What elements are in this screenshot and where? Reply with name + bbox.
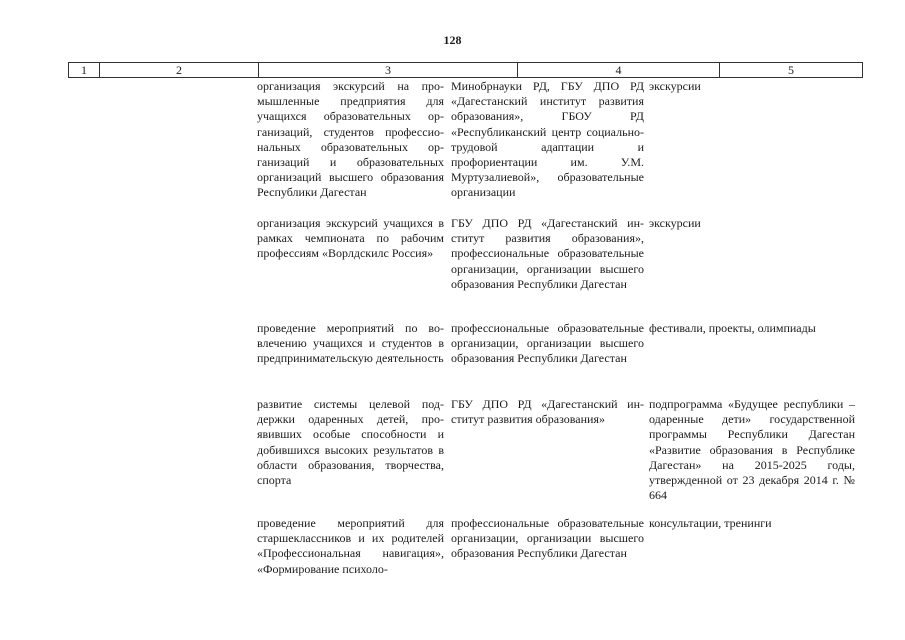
column-header-5: 5	[719, 63, 863, 77]
row-4-activity: развитие системы целевой поддержки одаренных детей, проявивших особые способности и добившихся высоких результатов в области образования, творчества, спорта	[257, 397, 444, 488]
column-header-3: 3	[258, 63, 517, 77]
row-3-activity: проведение мероприятий по вовлечению учащихся и студентов в предпринимательскую деятельность	[257, 321, 444, 366]
row-5-executors: профессиональные образовательные организации, организации высшего образования Республики Дагестан	[451, 516, 644, 561]
row-3-form: фестивали, проекты, олимпиады	[649, 321, 816, 335]
column-header-4: 4	[517, 63, 719, 77]
row-2-activity: организация экскурсий учащихся в рамках чемпионата по рабочим профессиям «Ворлдскилс Россия»	[257, 216, 444, 261]
row-4-executors: ГБУ ДПО РД «Дагестанский институт развития образования»	[451, 397, 644, 427]
row-5-activity: проведение мероприятий для старшеклассников и их родителей «Профессиональная навигация», «Формирование психоло-	[257, 516, 444, 576]
row-2-executors: ГБУ ДПО РД «Дагестанский институт развития образования», профессиональные образовательные организации, организации высшего образования Республики Дагестан	[451, 216, 644, 291]
page-number: 128	[443, 33, 462, 47]
row-1-executors: Минобрнауки РД, ГБУ ДПО РД «Дагестанский институт развития образования», ГБОУ РД «Республиканский центр социально-трудовой адаптации и профориентации им. У.М. Муртузалиевой», образовательные организации	[451, 79, 644, 200]
row-5-form: консультации, тренинги	[649, 516, 772, 530]
column-header-1: 1	[68, 63, 99, 77]
row-1-activity: организация экскурсий на промышленные предприятия для учащихся образовательных организаций, студентов профессиональных образовательных организаций и образовательных организаций высшего образования Республики Дагестан	[257, 79, 444, 200]
column-header-2: 2	[99, 63, 258, 77]
row-3-executors: профессиональные образовательные организации, организации высшего образования Республики Дагестан	[451, 321, 644, 366]
table-header	[68, 62, 863, 78]
row-2-form: экскурсии	[649, 216, 701, 230]
row-1-form: экскурсии	[649, 79, 701, 93]
row-4-form: подпрограмма «Будущее республики – одаренные дети» государственной программы Республики Дагестан «Развитие образования в Республике Дагестан» на 2015-2025 годы, утвержденной от 23 декабря 2014 г. № 664	[649, 397, 855, 503]
